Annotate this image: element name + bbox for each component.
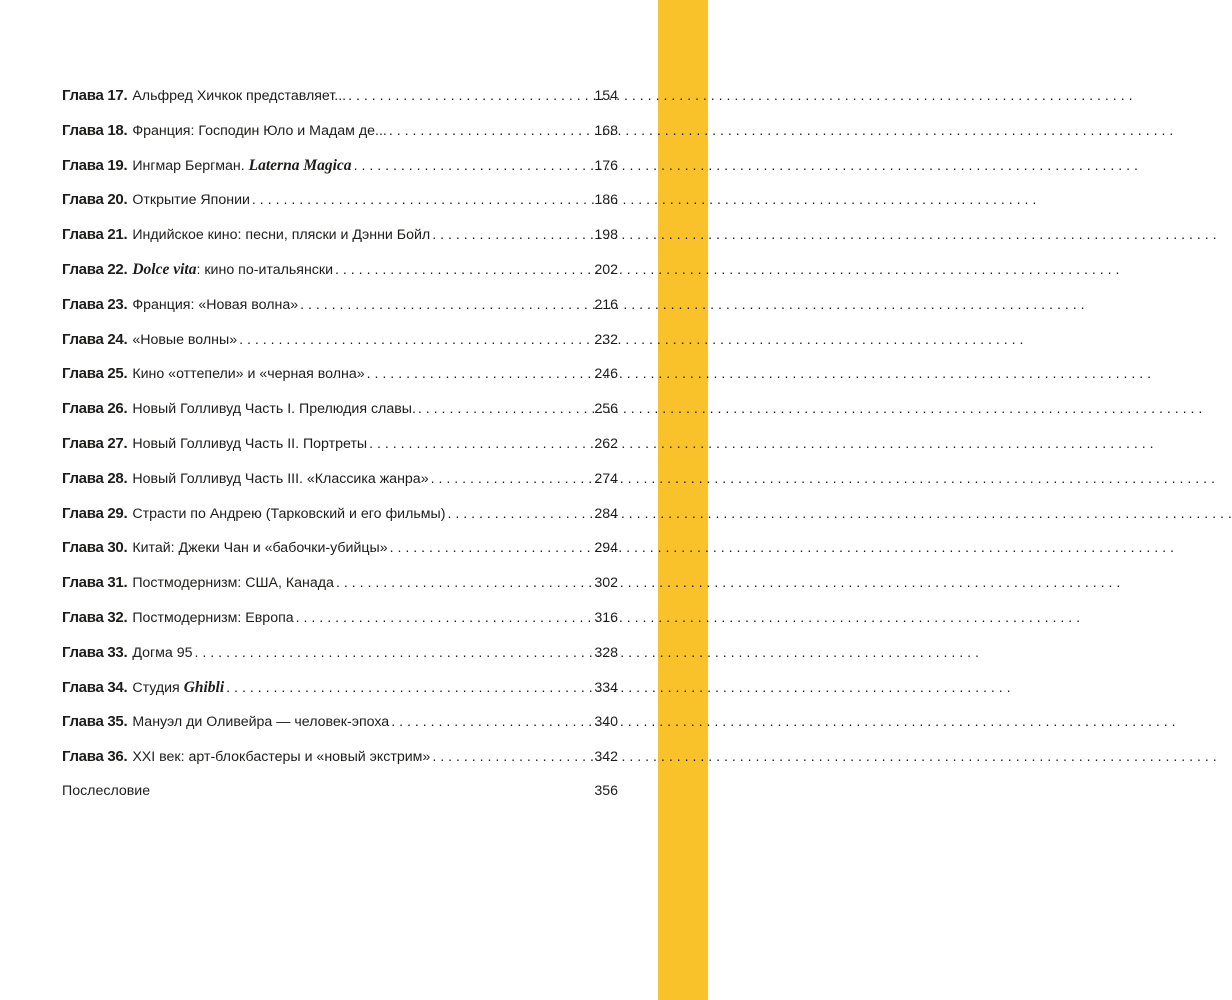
page-number: 274 [594,470,618,487]
page-number: 246 [594,366,618,383]
chapter-label: Глава 32. [62,608,128,626]
chapter-title: Альфред Хичкок представляет... [132,88,347,104]
chapter-label: Глава 24. [62,330,128,348]
chapter-title: Страсти по Андрею (Тарковский и его фильмы) [132,505,446,522]
toc-entry[interactable] [62,87,618,122]
dot-leader [336,575,592,591]
chapter-title: Франция: «Новая волна» [132,296,299,313]
chapter-label: Глава 33. [62,643,128,661]
chapter-title: «Новые волны» [132,331,238,348]
toc-entry[interactable] [62,191,618,226]
toc-entry[interactable] [62,679,618,714]
chapter-label: Глава 21. [62,226,128,244]
dot-leader [335,262,592,278]
dot-leader [367,366,593,382]
page-number: 316 [594,609,618,626]
chapter-label: Глава 26. [62,400,128,418]
page-number: 186 [594,192,618,209]
chapter-title: XXI век: арт-блокбастеры и «новый экстрим» [132,749,431,766]
toc-entry[interactable] [62,574,618,609]
page-number: 284 [594,505,618,522]
toc-entry[interactable] [62,331,618,366]
chapter-label: Глава 23. [62,295,128,313]
afterword-title: Послесловие [62,782,151,799]
chapter-title: Франция: Господин Юло и Мадам де... [132,122,387,139]
dot-leader [252,192,592,208]
chapter-label: Глава 29. [62,504,128,522]
chapter-label: Глава 36. [62,748,128,766]
toc-entry[interactable] [62,261,618,296]
toc-entry[interactable] [62,365,618,400]
page-number: 256 [594,401,618,418]
chapter-label: Глава 19. [62,156,128,174]
chapter-title: Открытие Японии [132,192,250,209]
chapter-title: Dolce vita: кино по-итальянски [132,260,334,278]
chapter-label: Глава 34. [62,678,128,696]
chapter-title: Новый Голливуд Часть II. Портреты [132,435,368,452]
page-number: 294 [594,540,618,557]
page-number: 340 [594,714,618,731]
chapter-title: Ингмар Бергман. Laterna Magica [132,156,352,174]
dot-leader [300,297,592,313]
chapter-title: Кино «оттепели» и «черная волна» [132,366,365,383]
page-number: 262 [594,435,618,452]
chapter-label: Глава 35. [62,713,128,731]
toc-entry[interactable] [62,609,618,644]
page-number: 216 [594,296,618,313]
dot-leader [431,471,593,487]
page-number: 342 [594,749,618,766]
page-number: 334 [594,679,618,696]
chapter-label: Глава 28. [62,469,128,487]
toc-entry[interactable] [62,748,618,783]
chapter-label: Глава 20. [62,191,128,209]
dot-leader [390,540,593,556]
toc-entry[interactable] [62,157,618,192]
dot-leader [226,680,592,696]
chapter-label: Глава 18. [62,121,128,139]
toc-entry[interactable] [62,296,618,331]
dot-leader [348,88,592,104]
chapter-title: Новый Голливуд Часть I. Прелюдия славы. [132,401,416,418]
chapter-title: Индийское кино: песни, пляски и Дэнни Бойл [132,227,431,244]
chapter-title: Китай: Джеки Чан и «бабочки-убийцы» [132,540,388,557]
page-number: 198 [594,227,618,244]
toc-entry[interactable] [62,644,618,679]
page-number: 176 [594,157,618,174]
dot-leader [432,227,592,243]
dot-leader [391,714,592,730]
chapter-label: Глава 22. [62,260,128,278]
toc-entry[interactable] [62,713,618,748]
chapter-title: Новый Голливуд Часть III. «Классика жанра» [132,470,429,487]
dot-leader [354,158,593,174]
dot-leader [418,401,592,417]
toc-entry[interactable] [62,470,618,505]
chapter-label: Глава 17. [62,87,128,104]
page-number: 302 [594,575,618,592]
chapter-label: Глава 25. [62,365,128,383]
table-of-contents [62,87,618,818]
toc-entry[interactable] [62,505,618,540]
chapter-title: Студия Ghibli [132,678,225,696]
dot-leader [447,506,592,522]
chapter-label: Глава 27. [62,434,128,452]
dot-leader [296,610,593,626]
page-number: 202 [594,261,618,278]
dot-leader [369,436,592,452]
page-number: 154 [594,88,618,104]
toc-entry-afterword[interactable] [62,783,618,818]
toc-entry[interactable] [62,122,618,157]
toc-entry[interactable] [62,400,618,435]
toc-entry[interactable] [62,226,618,261]
toc-entry[interactable] [62,539,618,574]
dot-leader [389,123,592,139]
page-number: 232 [594,331,618,348]
dot-leader [195,645,593,661]
chapter-title: Догма 95 [132,644,193,661]
chapter-title: Мануэл ди Оливейра — человек-эпоха [132,714,390,731]
chapter-label: Глава 31. [62,574,128,592]
chapter-label: Глава 30. [62,539,128,557]
yellow-edge-bar [658,0,708,1000]
page-number: 356 [594,782,618,799]
chapter-title: Постмодернизм: Европа [132,609,294,626]
dot-leader [432,749,592,765]
page-number: 168 [594,122,618,139]
toc-entry[interactable] [62,435,618,470]
page-number: 328 [594,644,618,661]
chapter-title: Постмодернизм: США, Канада [132,575,334,592]
dot-leader [239,332,592,348]
